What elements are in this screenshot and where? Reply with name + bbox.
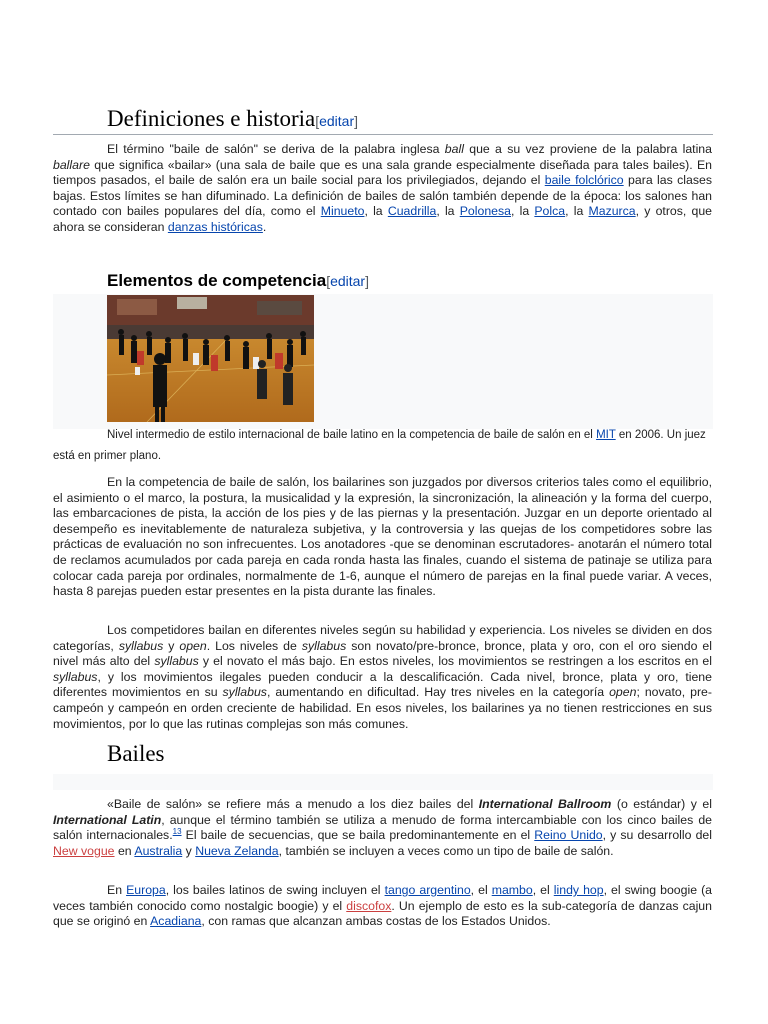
heading-rule — [53, 134, 713, 135]
link-tango-argentino[interactable]: tango argentino — [384, 883, 471, 897]
edit-section-link[interactable]: [editar] — [315, 113, 359, 129]
section-heading-definiciones — [53, 105, 713, 135]
link-nueva-zelanda[interactable]: Nueva Zelanda — [195, 843, 279, 858]
link-danzas-historicas[interactable]: danzas históricas — [167, 219, 263, 234]
paragraph-definiciones: El término "baile de salón" se deriva de la palabra inglesa ball que a su vez proviene de la palabra latina ballare que significa «bailar» (una sala de baile que es una sala grande especialmente diseñada para tales bailes). En tiempos pasados, el baile de salón era un baile social para los privilegiados, dejando el baile folclórico para las clases bajas. Estos límites se han difuminado. La definición de bailes de salón también depende de la época: los salones han contado con bailes populares del día, como el Minueto, la Cuadrilla, la Polonesa, la Polca, la Mazurca, y otros, que ahora se consideran danzas históricas. — [53, 142, 713, 234]
link-baile-folclorico[interactable]: baile folclórico — [544, 173, 624, 188]
link-cuadrilla[interactable]: Cuadrilla — [387, 204, 437, 219]
link-europa[interactable]: Europa — [126, 883, 166, 897]
link-mazurca[interactable]: Mazurca — [588, 204, 636, 219]
link-australia[interactable]: Australia — [134, 843, 183, 858]
section-title: Bailes — [107, 741, 165, 766]
paragraph-bailes-1: «Baile de salón» se refiere más a menudo a los diez bailes del International Ballroom (o estándar) y el International Latin, aunque el término también se utiliza a menudo de forma intercambiable con los cinco bailes de salón internacionales.$^{13}$ El baile de secuencias, que se baila predominantemente en el Reino Unido, y su desarrollo del New vogue en Australia y Nueva Zelanda, también se incluyen a veces como un tipo de baile de salón. — [53, 797, 713, 858]
link-polca[interactable]: Polca — [534, 204, 566, 219]
edit-link[interactable]: editar — [330, 273, 366, 289]
edit-section-link[interactable]: [editar] — [326, 273, 369, 289]
link-mit[interactable]: MIT — [596, 429, 616, 441]
section-heading-bailes — [53, 740, 713, 768]
edit-link[interactable]: editar — [319, 113, 355, 129]
paragraph-competencia-1: En la competencia de baile de salón, los bailarines son juzgados por diversos criterios tales como el equilibrio, el asimiento o el marco, la postura, la musicalidad y la expresión, la sincronización, la alineación y la forma del cuerpo, las embarcaciones de pista, la acción de los pies y de las piernas y la presentación. Juzgar en un deporte orientado al desempeño es inevitablemente de naturaleza subjetiva, y la controversia y las quejas de los competidores sobre las prácticas de evaluación no son infrecuentes. Los anotadores -que se denominan escrutadores- anotarán el número total de reclamos acumulados por cada pareja en cada ronda hasta las finales, cuando el sistema de patinaje se utiliza para colocar cada pareja por ordinales, normalmente de 1-6, aunque el número de parejas en la final puede variar. A veces, hasta 8 parejas pueden estar presentes en la pista durante las finales. — [53, 475, 712, 599]
paragraph-competencia-2: Los competidores bailan en diferentes niveles según su habilidad y experiencia. Los niveles se dividen en dos categorías, syllabus y open. Los niveles de syllabus son novato/pre-bronce, bronce, plata y oro, con el oro siendo el nivel más alto del syllabus y el novato el más bajo. En estos niveles, los movimientos se restringen a los escritos en el syllabus, y los movimientos ilegales pueden conducir a la descalificación. Cada nivel, bronce, plata y oro, tiene diferentes movimientos en su syllabus, aumentando en dificultad. Hay tres niveles en la categoría open; novato, pre-campeón y campeón en orden creciente de habilidad. En esos niveles, los bailarines ya no tienen restricciones en sus movimientos, por lo que las rutinas complejas son más comunes. — [53, 623, 712, 731]
reference-link[interactable]: 13 — [172, 827, 182, 837]
section-band — [53, 774, 713, 790]
section-title: Definiciones e historia — [107, 106, 316, 131]
photo-caption: Nivel intermedio de estilo internacional de baile latino en la competencia de baile de salón en el MIT en 2006. Un juez está en primer plano. — [53, 429, 706, 462]
link-discofox[interactable]: discofox — [346, 898, 392, 913]
link-mambo[interactable]: mambo — [491, 883, 533, 897]
paragraph-bailes-2: En Europa, los bailes latinos de swing incluyen el tango argentino, el mambo, el lindy hop, el swing boogie (a veces también conocido como nostalgic boogie) y el discofox. Un ejemplo de esto es la sub-categoría de danzas cajun que se originó en Acadiana, con ramas que alcanzan ambas costas de los Estados Unidos. — [53, 883, 713, 929]
link-minueto[interactable]: Minueto — [320, 204, 365, 219]
link-lindy-hop[interactable]: lindy hop — [553, 883, 604, 897]
subsection-heading-competencia — [107, 270, 369, 292]
subsection-title: Elementos de competencia — [107, 271, 327, 290]
ballroom-competition-photo[interactable] — [107, 295, 314, 422]
link-acadiana[interactable]: Acadiana — [150, 914, 202, 929]
link-reino-unido[interactable]: Reino Unido — [534, 828, 603, 843]
link-polonesa[interactable]: Polonesa — [459, 204, 511, 219]
link-new-vogue[interactable]: New vogue — [53, 843, 115, 858]
